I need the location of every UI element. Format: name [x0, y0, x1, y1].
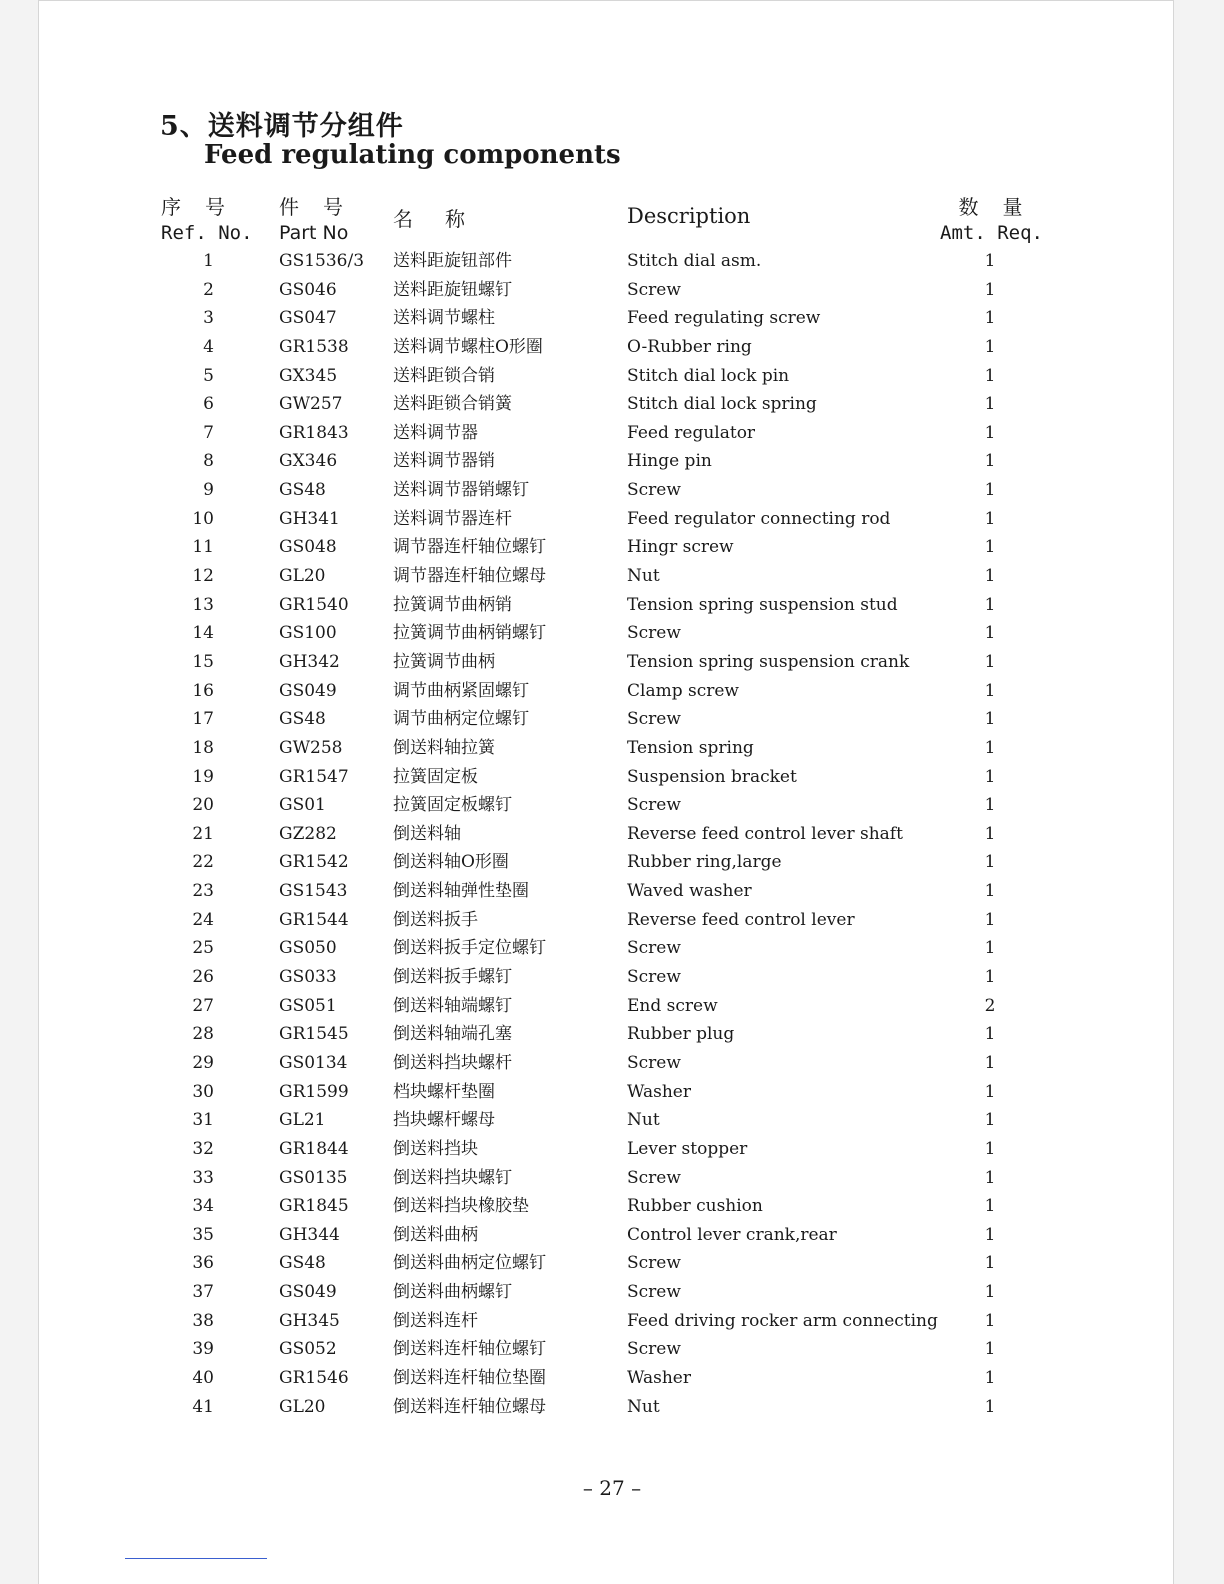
- header-amt-cn: 数 量: [958, 195, 1025, 219]
- cell-ref-no: 25: [192, 938, 214, 959]
- header-part-en: Part No: [279, 222, 349, 244]
- cell-name-cn: 挡块螺杆螺母: [393, 1110, 495, 1131]
- cell-name-cn: 倒送料挡块: [393, 1138, 478, 1159]
- cell-description: Nut: [627, 1110, 660, 1131]
- footer-link-line: [125, 1558, 267, 1559]
- cell-name-cn: 倒送料连杆轴位螺钉: [393, 1339, 546, 1360]
- cell-name-cn: 拉簧调节曲柄销: [393, 594, 512, 615]
- cell-name-cn: 倒送料轴拉簧: [393, 737, 495, 758]
- cell-amount: 1: [984, 1396, 996, 1417]
- table-row: [0, 1393, 1224, 1422]
- cell-description: Stitch dial asm.: [627, 251, 762, 271]
- cell-part-no: GL20: [279, 566, 326, 587]
- cell-name-cn: 倒送料扳手螺钉: [393, 967, 512, 988]
- cell-ref-no: 29: [192, 1052, 214, 1073]
- cell-name-cn: 拉簧固定板螺钉: [393, 795, 512, 816]
- table-row: [0, 963, 1224, 992]
- header-description: Description: [627, 204, 751, 228]
- cell-amount: 1: [984, 251, 996, 271]
- cell-description: Screw: [627, 480, 681, 501]
- table-row: [0, 848, 1224, 877]
- cell-name-cn: 送料调节螺柱O形圈: [393, 336, 543, 357]
- cell-name-cn: 倒送料扳手定位螺钉: [393, 938, 546, 959]
- cell-description: Hinge pin: [627, 451, 712, 472]
- cell-amount: 1: [984, 451, 996, 472]
- cell-ref-no: 33: [192, 1167, 214, 1188]
- cell-description: Screw: [627, 623, 681, 644]
- cell-description: Screw: [627, 1052, 681, 1073]
- cell-description: Hingr screw: [627, 537, 734, 558]
- cell-ref-no: 3: [203, 308, 214, 329]
- cell-ref-no: 9: [203, 480, 214, 501]
- table-row: [0, 934, 1224, 963]
- cell-ref-no: 41: [192, 1396, 214, 1417]
- cell-amount: 1: [984, 365, 996, 386]
- cell-description: Washer: [627, 1367, 691, 1388]
- cell-ref-no: 28: [192, 1024, 214, 1045]
- table-row: [0, 1049, 1224, 1078]
- cell-description: Tension spring: [627, 737, 754, 758]
- header-ref-no: [161, 194, 253, 246]
- cell-part-no: GS052: [279, 1339, 337, 1360]
- cell-part-no: GR1845: [279, 1196, 349, 1217]
- cell-amount: 1: [984, 1167, 996, 1188]
- cell-amount: 1: [984, 938, 996, 959]
- cell-name-cn: 档块螺杆垫圈: [393, 1081, 495, 1102]
- cell-description: Rubber cushion: [627, 1196, 763, 1217]
- cell-part-no: GR1599: [279, 1081, 349, 1102]
- cell-amount: 1: [984, 1110, 996, 1131]
- cell-ref-no: 4: [203, 336, 214, 357]
- cell-ref-no: 30: [192, 1081, 214, 1102]
- cell-amount: 1: [984, 852, 996, 873]
- cell-name-cn: 倒送料曲柄定位螺钉: [393, 1253, 546, 1274]
- cell-amount: 1: [984, 1282, 996, 1303]
- cell-description: Clamp screw: [627, 680, 739, 701]
- cell-name-cn: 倒送料连杆: [393, 1310, 478, 1331]
- cell-amount: 1: [984, 1081, 996, 1102]
- cell-part-no: GS048: [279, 537, 337, 558]
- parts-table: [0, 247, 1224, 1421]
- table-row: [0, 1192, 1224, 1221]
- cell-part-no: GR1542: [279, 852, 349, 873]
- cell-name-cn: 送料距旋钮部件: [393, 251, 512, 271]
- cell-name-cn: 送料调节螺柱: [393, 308, 495, 329]
- cell-ref-no: 31: [192, 1110, 214, 1131]
- header-part-cn: 件 号: [279, 195, 345, 219]
- cell-part-no: GL20: [279, 1396, 326, 1417]
- cell-name-cn: 送料调节器销: [393, 451, 495, 472]
- cell-ref-no: 7: [203, 422, 214, 443]
- cell-ref-no: 5: [203, 365, 214, 386]
- cell-part-no: GS01: [279, 795, 326, 816]
- cell-ref-no: 6: [203, 394, 214, 415]
- cell-part-no: GS1543: [279, 881, 348, 902]
- cell-amount: 1: [984, 1224, 996, 1245]
- cell-part-no: GS047: [279, 308, 337, 329]
- cell-description: Feed regulating screw: [627, 308, 821, 329]
- cell-part-no: GS033: [279, 967, 337, 988]
- cell-name-cn: 拉簧调节曲柄: [393, 651, 495, 672]
- cell-ref-no: 19: [192, 766, 214, 787]
- cell-amount: 1: [984, 1367, 996, 1388]
- cell-description: Screw: [627, 938, 681, 959]
- cell-description: Waved washer: [627, 881, 752, 902]
- cell-description: Nut: [627, 1396, 660, 1417]
- table-row: [0, 619, 1224, 648]
- cell-part-no: GS051: [279, 995, 337, 1016]
- cell-name-cn: 调节曲柄定位螺钉: [393, 709, 529, 730]
- section-title-en: Feed regulating components: [204, 140, 621, 170]
- cell-description: Screw: [627, 709, 681, 730]
- cell-name-cn: 倒送料轴: [393, 823, 461, 844]
- cell-part-no: GL21: [279, 1110, 326, 1131]
- cell-part-no: GR1540: [279, 594, 349, 615]
- cell-amount: 1: [984, 909, 996, 930]
- cell-name-cn: 调节器连杆轴位螺钉: [393, 537, 546, 558]
- cell-amount: 1: [984, 1310, 996, 1331]
- table-row: [0, 877, 1224, 906]
- cell-amount: 1: [984, 680, 996, 701]
- cell-ref-no: 38: [192, 1310, 214, 1331]
- table-row: [0, 1335, 1224, 1364]
- cell-description: Rubber ring,large: [627, 852, 782, 873]
- cell-part-no: GH344: [279, 1224, 340, 1245]
- cell-name-cn: 倒送料挡块螺钉: [393, 1167, 512, 1188]
- table-row: [0, 276, 1224, 305]
- cell-name-cn: 倒送料轴端孔塞: [393, 1024, 512, 1045]
- cell-description: Control lever crank,rear: [627, 1224, 837, 1245]
- cell-ref-no: 37: [192, 1282, 214, 1303]
- cell-description: Reverse feed control lever: [627, 909, 855, 930]
- table-row: [0, 1106, 1224, 1135]
- cell-name-cn: 倒送料连杆轴位螺母: [393, 1396, 546, 1417]
- header-name: 名 称: [393, 207, 471, 231]
- cell-name-cn: 送料调节器: [393, 422, 478, 443]
- cell-ref-no: 8: [203, 451, 214, 472]
- table-row: [0, 820, 1224, 849]
- table-row: [0, 562, 1224, 591]
- cell-name-cn: 送料距锁合销簧: [393, 394, 512, 415]
- cell-ref-no: 32: [192, 1138, 214, 1159]
- cell-ref-no: 11: [192, 537, 214, 558]
- cell-part-no: GX345: [279, 365, 338, 386]
- cell-name-cn: 送料距锁合销: [393, 365, 495, 386]
- cell-amount: 1: [984, 594, 996, 615]
- table-row: [0, 906, 1224, 935]
- cell-part-no: GR1546: [279, 1367, 349, 1388]
- cell-name-cn: 倒送料连杆轴位垫圈: [393, 1367, 546, 1388]
- cell-ref-no: 35: [192, 1224, 214, 1245]
- cell-amount: 1: [984, 566, 996, 587]
- cell-part-no: GX346: [279, 451, 338, 472]
- cell-ref-no: 34: [192, 1196, 214, 1217]
- cell-amount: 1: [984, 967, 996, 988]
- cell-part-no: GH342: [279, 651, 340, 672]
- cell-part-no: GH345: [279, 1310, 340, 1331]
- cell-name-cn: 倒送料挡块螺杆: [393, 1052, 512, 1073]
- cell-amount: 1: [984, 881, 996, 902]
- cell-description: Rubber plug: [627, 1024, 735, 1045]
- cell-part-no: GS48: [279, 709, 326, 730]
- cell-amount: 1: [984, 537, 996, 558]
- table-row: [0, 304, 1224, 333]
- cell-description: Screw: [627, 1253, 681, 1274]
- cell-part-no: GR1545: [279, 1024, 349, 1045]
- cell-description: Screw: [627, 1167, 681, 1188]
- cell-amount: 1: [984, 737, 996, 758]
- cell-name-cn: 倒送料挡块橡胶垫: [393, 1196, 529, 1217]
- cell-part-no: GS48: [279, 1253, 326, 1274]
- cell-description: Feed driving rocker arm connecting: [627, 1310, 938, 1331]
- cell-part-no: GS100: [279, 623, 337, 644]
- table-row: [0, 992, 1224, 1021]
- cell-amount: 1: [984, 1052, 996, 1073]
- cell-amount: 1: [984, 1196, 996, 1217]
- cell-ref-no: 14: [192, 623, 214, 644]
- cell-ref-no: 1: [203, 251, 214, 271]
- table-row: [0, 362, 1224, 391]
- cell-amount: 1: [984, 1138, 996, 1159]
- header-amount: [940, 194, 1043, 246]
- cell-amount: 1: [984, 394, 996, 415]
- cell-part-no: GS046: [279, 279, 337, 300]
- table-row: [0, 447, 1224, 476]
- cell-description: Tension spring suspension stud: [627, 594, 898, 615]
- table-row: [0, 247, 1224, 276]
- table-row: [0, 591, 1224, 620]
- table-row: [0, 1221, 1224, 1250]
- header-amt-en: Amt. Req.: [940, 222, 1043, 244]
- cell-description: Suspension bracket: [627, 766, 797, 787]
- cell-ref-no: 22: [192, 852, 214, 873]
- cell-ref-no: 39: [192, 1339, 214, 1360]
- cell-description: Feed regulator: [627, 422, 756, 443]
- cell-ref-no: 17: [192, 709, 214, 730]
- cell-amount: 1: [984, 766, 996, 787]
- cell-ref-no: 10: [192, 508, 214, 529]
- header-ref-cn: 序 号: [161, 195, 227, 219]
- cell-name-cn: 调节器连杆轴位螺母: [393, 566, 546, 587]
- cell-description: Screw: [627, 279, 681, 300]
- cell-ref-no: 40: [192, 1367, 214, 1388]
- cell-part-no: GS0135: [279, 1167, 348, 1188]
- cell-part-no: GS1536/3: [279, 251, 365, 271]
- cell-amount: 1: [984, 823, 996, 844]
- cell-amount: 1: [984, 279, 996, 300]
- cell-name-cn: 送料调节器销螺钉: [393, 480, 529, 501]
- cell-amount: 1: [984, 623, 996, 644]
- cell-part-no: GW258: [279, 737, 343, 758]
- cell-amount: 2: [984, 995, 996, 1016]
- table-row: [0, 763, 1224, 792]
- cell-amount: 1: [984, 795, 996, 816]
- cell-name-cn: 倒送料扳手: [393, 909, 478, 930]
- cell-amount: 1: [984, 1339, 996, 1360]
- cell-amount: 1: [984, 508, 996, 529]
- cell-description: Screw: [627, 1282, 681, 1303]
- cell-ref-no: 13: [192, 594, 214, 615]
- table-row: [0, 1020, 1224, 1049]
- cell-name-cn: 倒送料曲柄: [393, 1224, 478, 1245]
- cell-description: Stitch dial lock spring: [627, 394, 817, 415]
- table-row: [0, 1135, 1224, 1164]
- cell-part-no: GZ282: [279, 823, 337, 844]
- table-row: [0, 648, 1224, 677]
- cell-name-cn: 拉簧固定板: [393, 766, 478, 787]
- cell-name-cn: 拉簧调节曲柄销螺钉: [393, 623, 546, 644]
- cell-name-cn: 送料距旋钮螺钉: [393, 279, 512, 300]
- cell-amount: 1: [984, 651, 996, 672]
- cell-description: Feed regulator connecting rod: [627, 508, 891, 529]
- cell-ref-no: 18: [192, 737, 214, 758]
- table-row: [0, 1249, 1224, 1278]
- cell-ref-no: 26: [192, 967, 214, 988]
- table-row: [0, 1278, 1224, 1307]
- table-row: [0, 419, 1224, 448]
- cell-name-cn: 倒送料轴O形圈: [393, 852, 509, 873]
- cell-part-no: GR1547: [279, 766, 349, 787]
- cell-description: Screw: [627, 967, 681, 988]
- cell-amount: 1: [984, 1253, 996, 1274]
- cell-name-cn: 倒送料曲柄螺钉: [393, 1282, 512, 1303]
- cell-ref-no: 2: [203, 279, 214, 300]
- table-row: [0, 390, 1224, 419]
- table-row: [0, 1078, 1224, 1107]
- cell-part-no: GS049: [279, 680, 337, 701]
- cell-description: O-Rubber ring: [627, 336, 752, 357]
- cell-ref-no: 21: [192, 823, 214, 844]
- cell-name-cn: 调节曲柄紧固螺钉: [393, 680, 529, 701]
- cell-amount: 1: [984, 308, 996, 329]
- cell-part-no: GW257: [279, 394, 343, 415]
- cell-description: Screw: [627, 795, 681, 816]
- cell-ref-no: 27: [192, 995, 214, 1016]
- table-row: [0, 533, 1224, 562]
- table-row: [0, 1307, 1224, 1336]
- cell-description: Lever stopper: [627, 1138, 748, 1159]
- cell-amount: 1: [984, 336, 996, 357]
- table-row: [0, 333, 1224, 362]
- table-row: [0, 677, 1224, 706]
- cell-ref-no: 23: [192, 881, 214, 902]
- cell-ref-no: 24: [192, 909, 214, 930]
- cell-description: Tension spring suspension crank: [627, 651, 910, 672]
- cell-name-cn: 倒送料轴弹性垫圈: [393, 881, 529, 902]
- table-row: [0, 1164, 1224, 1193]
- cell-description: Screw: [627, 1339, 681, 1360]
- cell-amount: 1: [984, 480, 996, 501]
- page-number: – 27 –: [582, 1476, 642, 1500]
- section-title-cn: 5、送料调节分组件: [160, 111, 404, 142]
- cell-ref-no: 36: [192, 1253, 214, 1274]
- cell-part-no: GS0134: [279, 1052, 348, 1073]
- cell-description: Washer: [627, 1081, 691, 1102]
- cell-part-no: GR1544: [279, 909, 349, 930]
- table-row: [0, 505, 1224, 534]
- cell-part-no: GR1844: [279, 1138, 349, 1159]
- cell-amount: 1: [984, 1024, 996, 1045]
- cell-name-cn: 倒送料轴端螺钉: [393, 995, 512, 1016]
- table-row: [0, 734, 1224, 763]
- table-row: [0, 705, 1224, 734]
- cell-part-no: GS050: [279, 938, 337, 959]
- table-row: [0, 476, 1224, 505]
- cell-part-no: GS48: [279, 480, 326, 501]
- table-row: [0, 1364, 1224, 1393]
- cell-ref-no: 15: [192, 651, 214, 672]
- cell-amount: 1: [984, 422, 996, 443]
- cell-description: Reverse feed control lever shaft: [627, 823, 903, 844]
- cell-amount: 1: [984, 709, 996, 730]
- cell-part-no: GR1843: [279, 422, 349, 443]
- cell-part-no: GS049: [279, 1282, 337, 1303]
- cell-ref-no: 20: [192, 795, 214, 816]
- cell-part-no: GH341: [279, 508, 340, 529]
- cell-part-no: GR1538: [279, 336, 349, 357]
- header-part-no: [279, 194, 348, 246]
- cell-ref-no: 12: [192, 566, 214, 587]
- cell-name-cn: 送料调节器连杆: [393, 508, 512, 529]
- cell-description: End screw: [627, 995, 718, 1016]
- cell-description: Stitch dial lock pin: [627, 365, 790, 386]
- cell-ref-no: 16: [192, 680, 214, 701]
- table-row: [0, 791, 1224, 820]
- header-ref-en: Ref. No.: [161, 222, 253, 244]
- cell-description: Nut: [627, 566, 660, 587]
